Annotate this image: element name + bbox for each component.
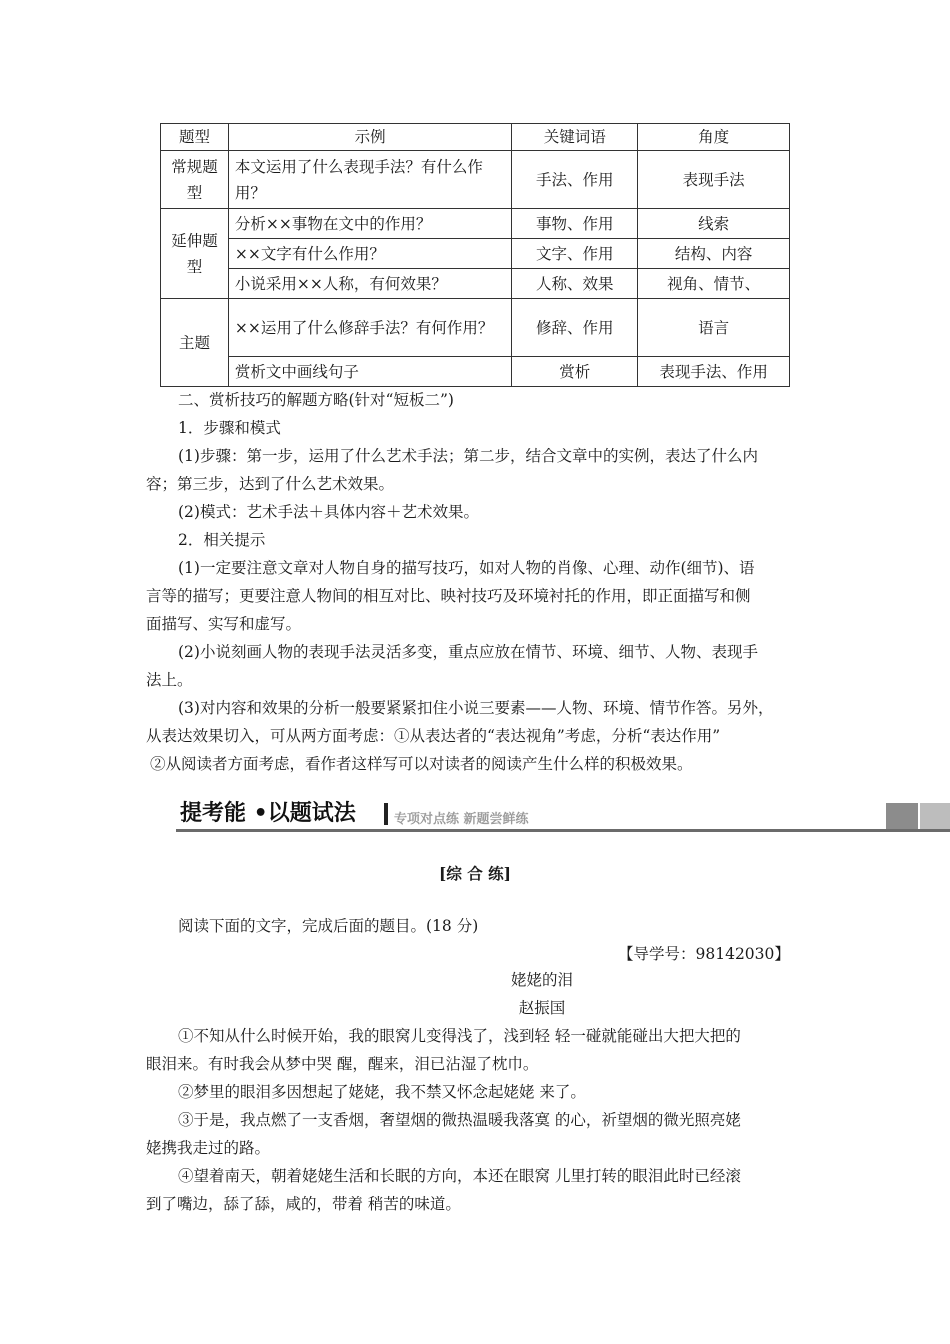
subheading: 2．相关提示 [178,531,266,549]
keyword-cell: 文字、作用 [512,239,638,269]
guide-number: 【导学号：98142030】 [618,945,790,963]
paragraph-line: ②从阅读者方面考虑，看作者这样写可以对读者的阅读产生什么样的积极效果。 [150,755,693,773]
angle-cell: 表现手法、作用 [638,357,790,387]
paragraph-line: 从表达效果切入，可从两方面考虑：①从表达者的“表达视角”考虑，分析“表达作用” [146,727,721,745]
banner-title: 提考能 •以题试法 [180,801,356,826]
paragraph-line: (2)小说刻画人物的表现手法灵活多变，重点应放在情节、环境、细节、人物、表现手 [178,643,758,661]
question-type-table [160,123,790,387]
example-cell: ××文字有什么作用？ [228,239,511,269]
instruction: 阅读下面的文字，完成后面的题目。(18 分) [178,917,479,935]
practice-label: [综 合 练] [439,864,511,883]
table-row [161,299,790,357]
example-cell: 本文运用了什么表现手法？有什么作用？ [228,151,511,209]
article-paragraph-line: ②梦里的眼泪多因想起了姥姥，我不禁又怀念起姥姥 来了。 [178,1083,586,1101]
article-paragraph-line: ①不知从什么时候开始，我的眼窝儿变得浅了，浅到轻 轻一碰就能碰出大把大把的 [178,1027,741,1045]
article-paragraph-line: ③于是，我点燃了一支香烟，奢望烟的微热温暖我落寞 的心，祈望烟的微光照亮姥 [178,1111,741,1129]
paragraph-line: (1)步骤：第一步，运用了什么艺术手法；第二步，结合文章中的实例，表达了什么内 [178,447,758,465]
keyword-cell: 人称、效果 [512,269,638,299]
table-row [161,151,790,209]
paragraph-line: (2)模式：艺术手法＋具体内容＋艺术效果。 [178,503,479,521]
banner-subtitle: 专项对点练 新题尝鲜练 [394,812,529,827]
header-cell: 示例 [228,124,511,151]
paragraph-line: 容；第三步，达到了什么艺术效果。 [146,475,395,493]
paragraph-line: 面描写、实写和虚写。 [146,615,302,633]
keyword-cell: 修辞、作用 [512,299,638,357]
table-row [161,269,790,299]
article-title: 姥姥的泪 [510,971,573,989]
table-row [161,209,790,239]
paragraph-line: (1)一定要注意文章对人物自身的描写技巧，如对人物的肖像、心理、动作(细节)、语 [178,559,755,577]
section-heading: 二、赏析技巧的解题方略(针对“短板二”) [178,391,454,409]
example-cell: 小说采用××人称，有何效果？ [228,269,511,299]
example-cell: 分析××事物在文中的作用？ [228,209,511,239]
article-paragraph-line: 姥携我走过的路。 [146,1139,271,1157]
banner-divider [384,803,388,825]
angle-cell: 语言 [638,299,790,357]
keyword-cell: 事物、作用 [512,209,638,239]
header-cell: 关键词语 [512,124,638,151]
angle-cell: 线索 [638,209,790,239]
angle-cell: 视角、情节、 [638,269,790,299]
subheading: 1．步骤和模式 [178,419,281,437]
keyword-cell: 赏析 [512,357,638,387]
article-paragraph-line: ④望着南天，朝着姥姥生活和长眠的方向，本还在眼窝 儿里打转的眼泪此时已经滚 [178,1167,741,1185]
table-header-row [161,124,790,151]
article-author: 赵振国 [518,999,566,1017]
group-label: 主题 [161,299,229,387]
angle-cell: 表现手法 [638,151,790,209]
header-cell: 题型 [161,124,229,151]
article-paragraph-line: 眼泪来。有时我会从梦中哭 醒，醒来，泪已沾湿了枕巾。 [146,1055,539,1073]
example-cell: ××运用了什么修辞手法？有何作用？ [228,299,511,357]
header-cell: 角度 [638,124,790,151]
keyword-cell: 手法、作用 [512,151,638,209]
angle-cell: 结构、内容 [638,239,790,269]
article-paragraph-line: 到了嘴边，舔了舔，咸的，带着 稍苦的味道。 [146,1195,461,1213]
banner-rule [176,829,950,832]
group-label: 延伸题型 [161,209,229,299]
banner-block-light [920,803,950,829]
table-row [161,239,790,269]
example-cell: 赏析文中画线句子 [228,357,511,387]
paragraph-line: 法上。 [146,671,193,689]
group-label: 常规题型 [161,151,229,209]
table-row [161,357,790,387]
paragraph-line: 言等的描写；更要注意人物间的相互对比、映衬技巧及环境衬托的作用，即正面描写和侧 [146,587,751,605]
banner-block-dark [886,803,918,829]
paragraph-line: (3)对内容和效果的分析一般要紧紧扣住小说三要素——人物、环境、情节作答。另外， [178,699,774,717]
section-banner [176,800,950,832]
